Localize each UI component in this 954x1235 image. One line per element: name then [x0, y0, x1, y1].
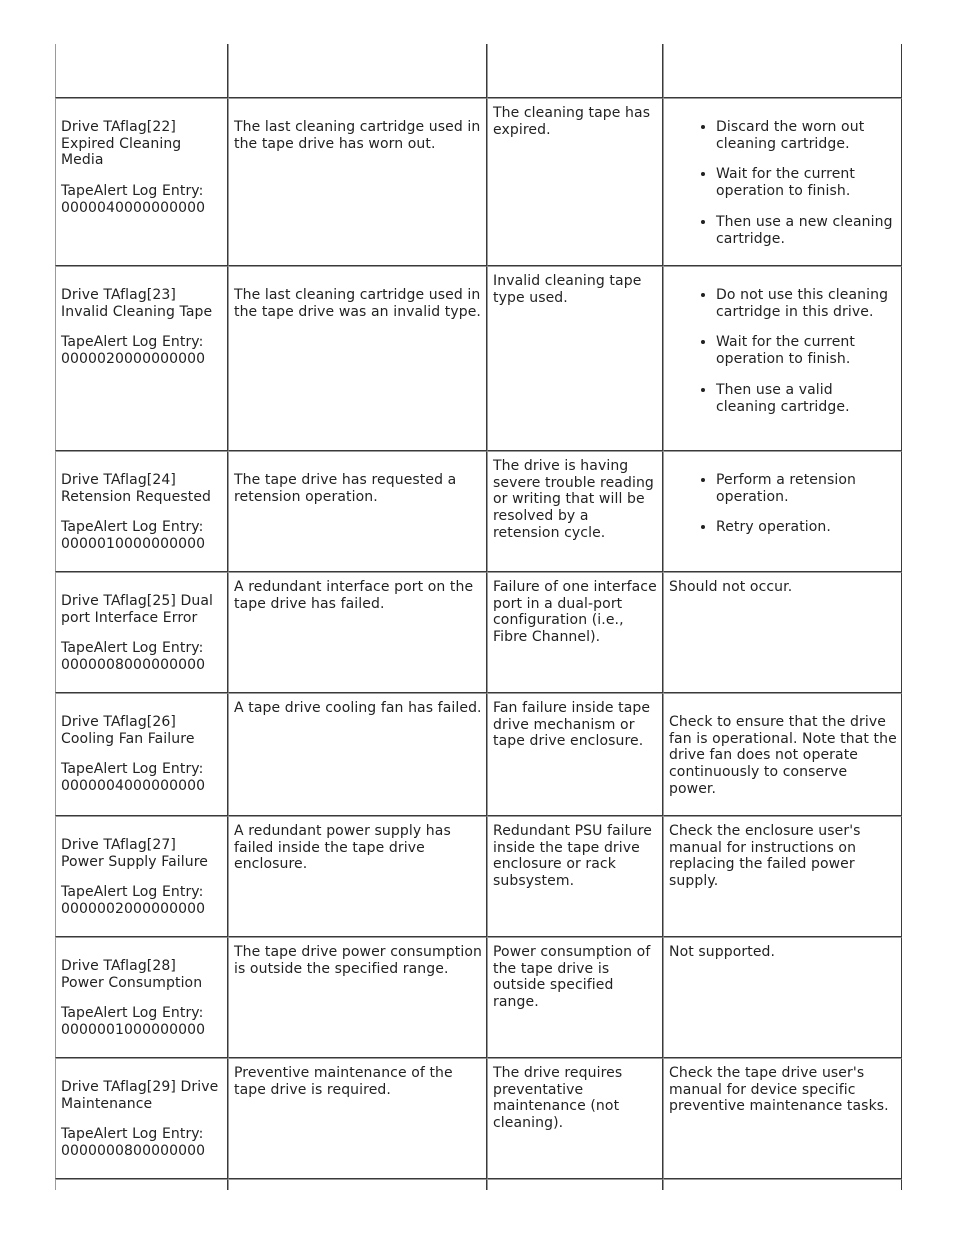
table-row	[55, 451, 902, 572]
action-list	[669, 472, 897, 536]
cause-cell: Invalid cleaning tape type used.	[487, 266, 663, 451]
table-row	[55, 937, 902, 1058]
list-item: • Wait for the current operation to finish.	[716, 334, 897, 367]
list-item: • Do not use this cleaning cartridge in this drive.	[716, 287, 897, 320]
flag-name: Drive TAflag[28] Power Consumption	[61, 958, 203, 991]
action-list	[669, 119, 897, 247]
list-item: • Discard the worn out cleaning cartridge.	[716, 119, 897, 152]
table-cell-empty	[228, 1179, 487, 1190]
description-cell: A tape drive cooling fan has failed.	[228, 693, 487, 816]
log-entry: TapeAlert Log Entry: 0000040000000000	[61, 183, 206, 216]
cause-cell: Redundant PSU failure inside the tape drive enclosure or rack subsystem.	[487, 816, 663, 937]
action-cell: Check the enclosure user's manual for instructions on replacing the failed power supply.	[663, 816, 902, 937]
log-entry: TapeAlert Log Entry: 0000001000000000	[61, 1005, 206, 1039]
table-row	[55, 98, 902, 266]
table-cell-empty	[55, 1179, 228, 1190]
description-cell: The tape drive power consumption is outside the specified range.	[228, 937, 487, 1058]
action-cell	[663, 451, 902, 572]
flag-name: Drive TAflag[22] Expired Cleaning Media	[61, 119, 182, 169]
cause-cell: Power consumption of the tape drive is outside specified range.	[487, 937, 663, 1058]
action-cell: Check the tape drive user's manual for device specific preventive maintenance tasks.	[663, 1058, 902, 1179]
list-item: • Then use a new cleaning cartridge.	[716, 214, 897, 247]
action-cell: Should not occur.	[663, 572, 902, 693]
tapealert-table-page	[55, 44, 902, 1235]
table-row	[55, 693, 902, 816]
description-cell: A redundant interface port on the tape drive has failed.	[228, 572, 487, 693]
cause-cell: The drive is having severe trouble reading or writing that will be resolved by a retension cycle.	[487, 451, 663, 572]
cause-cell: The drive requires preventative maintenance (not cleaning).	[487, 1058, 663, 1179]
flag-name: Drive TAflag[27] Power Supply Failure	[61, 837, 208, 870]
cause-cell: Fan failure inside tape drive mechanism or tape drive enclosure.	[487, 693, 663, 816]
table-row-continues	[55, 1179, 902, 1190]
table-cell-empty	[487, 44, 663, 98]
flag-cell	[55, 693, 228, 816]
log-entry: TapeAlert Log Entry: 0000004000000000	[61, 761, 206, 795]
action-cell	[663, 266, 902, 451]
log-entry: TapeAlert Log Entry: 0000010000000000	[61, 519, 206, 553]
description-cell: A redundant power supply has failed inside the tape drive enclosure.	[228, 816, 487, 937]
list-item: • Retry operation.	[716, 519, 897, 536]
flag-name: Drive TAflag[25] Dual port Interface Error	[61, 593, 214, 626]
table-row	[55, 266, 902, 451]
description-cell: The last cleaning cartridge used in the tape drive was an invalid type.	[228, 266, 487, 451]
table-row	[55, 1058, 902, 1179]
table-row	[55, 572, 902, 693]
tapealert-flags-table	[55, 44, 902, 1190]
flag-name: Drive TAflag[26] Cooling Fan Failure	[61, 714, 195, 747]
flag-cell	[55, 266, 228, 451]
log-entry: TapeAlert Log Entry: 0000020000000000	[61, 334, 206, 368]
log-entry: TapeAlert Log Entry: 0000002000000000	[61, 884, 206, 918]
table-row	[55, 816, 902, 937]
description-cell: The last cleaning cartridge used in the tape drive has worn out.	[228, 98, 487, 266]
flag-cell	[55, 572, 228, 693]
flag-cell	[55, 937, 228, 1058]
table-cell-empty	[487, 1179, 663, 1190]
description-cell: The tape drive has requested a retension operation.	[228, 451, 487, 572]
action-list	[669, 287, 897, 415]
table-cell-empty	[663, 1179, 902, 1190]
table-cell-empty	[55, 44, 228, 98]
flag-cell	[55, 98, 228, 266]
list-item: • Perform a retension operation.	[716, 472, 897, 505]
flag-cell	[55, 1058, 228, 1179]
flag-name: Drive TAflag[24] Retension Requested	[61, 472, 212, 505]
flag-cell	[55, 451, 228, 572]
table-row-continued	[55, 44, 902, 98]
log-entry: TapeAlert Log Entry: 0000000800000000	[61, 1126, 206, 1160]
cause-cell: The cleaning tape has expired.	[487, 98, 663, 266]
table-cell-empty	[228, 44, 487, 98]
log-entry: TapeAlert Log Entry: 0000008000000000	[61, 640, 206, 674]
action-cell: Not supported.	[663, 937, 902, 1058]
flag-cell	[55, 816, 228, 937]
action-cell: Check to ensure that the drive fan is operational. Note that the drive fan does not operate continuously to conserve power.	[663, 693, 902, 816]
cause-cell: Failure of one interface port in a dual-port configuration (i.e., Fibre Channel).	[487, 572, 663, 693]
table-cell-empty	[663, 44, 902, 98]
description-cell: Preventive maintenance of the tape drive is required.	[228, 1058, 487, 1179]
action-cell	[663, 98, 902, 266]
flag-name: Drive TAflag[23] Invalid Cleaning Tape	[61, 287, 213, 320]
flag-name: Drive TAflag[29] Drive Maintenance	[61, 1079, 219, 1112]
list-item: • Wait for the current operation to finish.	[716, 166, 897, 199]
list-item: • Then use a valid cleaning cartridge.	[716, 382, 897, 415]
